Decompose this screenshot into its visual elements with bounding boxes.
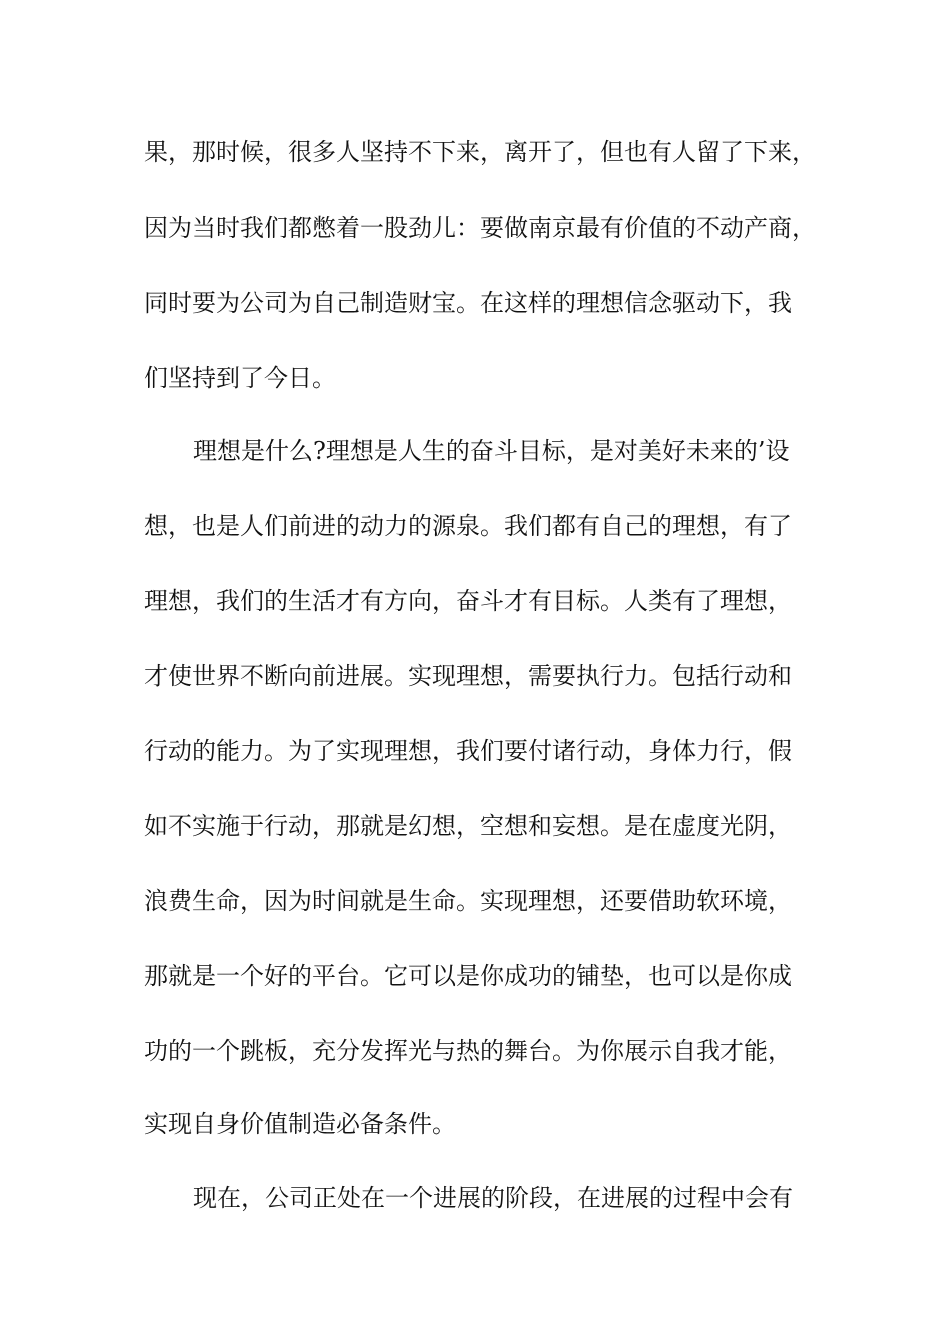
paragraph-first-line: 现在，公司正处在一个进展的阶段，在进展的过程中会有: [193, 1184, 793, 1212]
text-line: 才使世界不断向前进展。实现理想，需要执行力。包括行动和: [144, 662, 792, 690]
text-line: 实现自身价值制造必备条件。: [144, 1110, 456, 1138]
text-line: 那就是一个好的平台。它可以是你成功的铺垫，也可以是你成: [144, 962, 792, 990]
text-line: 功的一个跳板，充分发挥光与热的舞台。为你展示自我才能，: [144, 1037, 792, 1065]
paragraph-first-line: 理想是什么?理想是人生的奋斗目标，是对美好未来的’设: [193, 437, 790, 465]
text-line: 果，那时候，很多人坚持不下来，离开了，但也有人留了下来，: [144, 138, 816, 166]
text-line: 因为当时我们都憋着一股劲儿：要做南京最有价值的不动产商，: [144, 214, 816, 242]
text-line: 理想，我们的生活才有方向，奋斗才有目标。人类有了理想，: [144, 587, 792, 615]
text-line: 行动的能力。为了实现理想，我们要付诸行动，身体力行，假: [144, 737, 792, 765]
text-line: 如不实施于行动，那就是幻想，空想和妄想。是在虚度光阴，: [144, 812, 792, 840]
text-line: 想，也是人们前进的动力的源泉。我们都有自己的理想，有了: [144, 512, 792, 540]
text-line: 同时要为公司为自己制造财宝。在这样的理想信念驱动下，我: [144, 289, 792, 317]
text-line: 浪费生命，因为时间就是生命。实现理想，还要借助软环境，: [144, 887, 792, 915]
text-line: 们坚持到了今日。: [144, 364, 336, 392]
